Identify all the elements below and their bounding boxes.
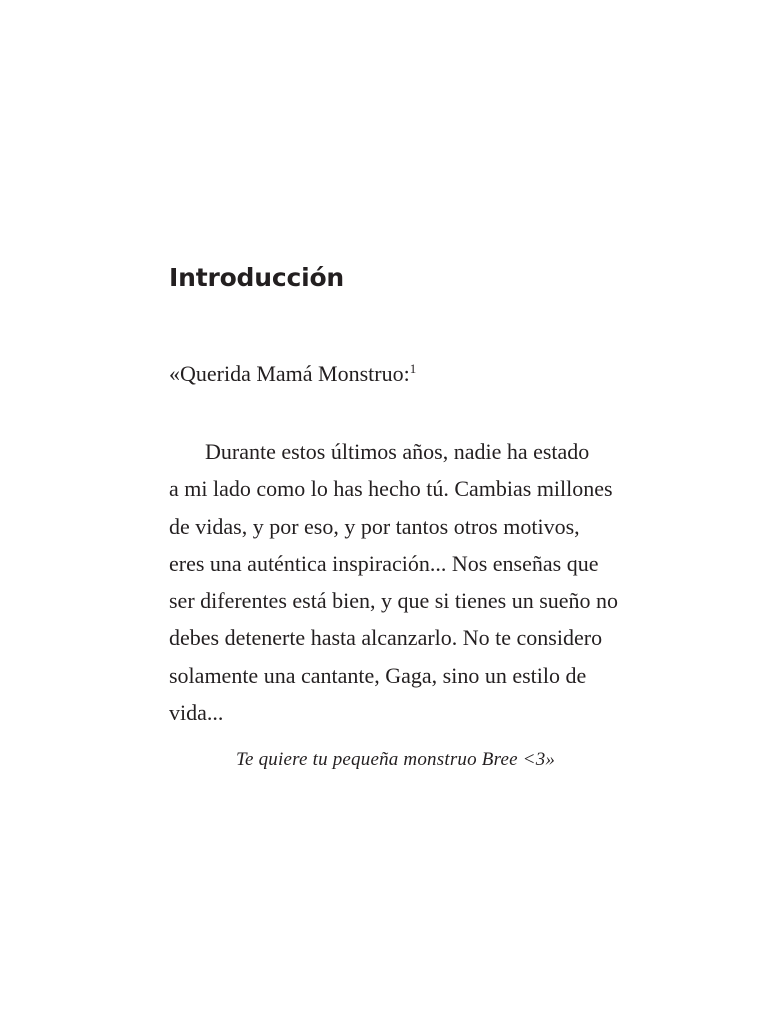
body-line: solamente una cantante, Gaga, sino un estilo de <box>169 662 587 688</box>
salutation-text: «Querida Mamá Monstruo: <box>169 361 410 386</box>
letter-salutation <box>169 361 416 387</box>
body-line: de vidas, y por eso, y por tantos otros motivos, <box>169 513 580 539</box>
footnote-marker: 1 <box>409 361 417 376</box>
body-line: a mi lado como lo has hecho tú. Cambias millones <box>169 476 613 502</box>
chapter-heading: Introducción <box>169 263 345 292</box>
letter-signature: Te quiere tu pequeña monstruo Bree <3» <box>236 749 556 770</box>
body-line: ser diferentes está bien, y que si tienes un sueño no <box>169 588 619 614</box>
body-line: eres una auténtica inspiración... Nos enseñas que <box>169 550 599 576</box>
body-line: vida... <box>169 700 224 726</box>
body-line: Durante estos últimos años, nadie ha estado <box>205 439 590 464</box>
letter-body <box>169 433 689 731</box>
body-line: debes detenerte hasta alcanzarlo. No te considero <box>169 625 603 651</box>
